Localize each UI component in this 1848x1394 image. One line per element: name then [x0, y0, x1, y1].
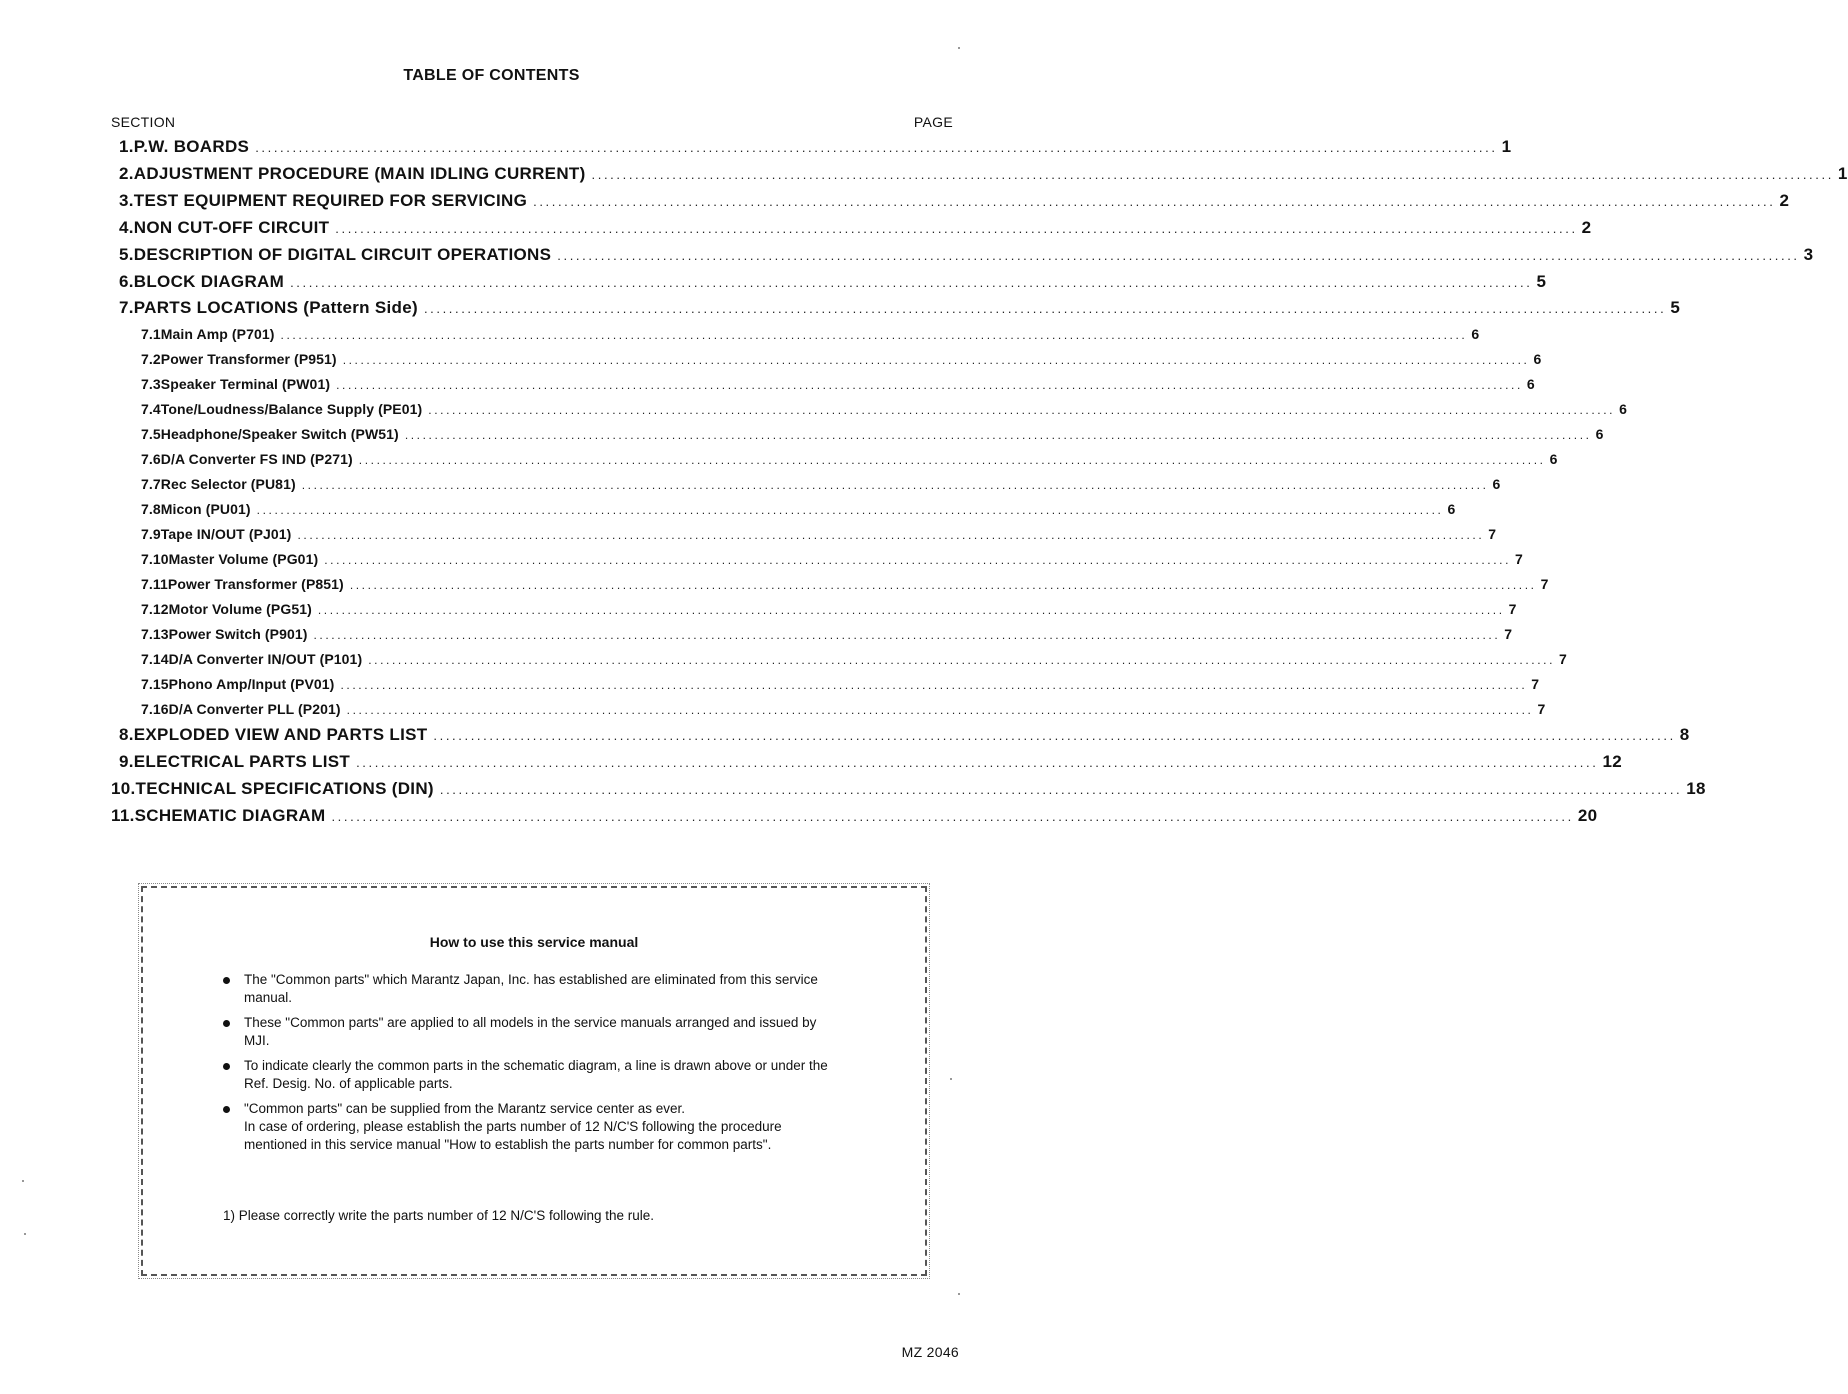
toc-entry-number: 10. [111, 779, 136, 798]
toc-entry-number: 7.3 [141, 376, 161, 392]
toc-entry [119, 245, 1814, 265]
bullet-icon [223, 1106, 230, 1113]
toc-subentry [141, 326, 1480, 342]
toc-entry-page: 7 [1537, 701, 1546, 717]
scan-speck [958, 1293, 960, 1295]
dot-leader: ........................................................................................................................................................................................................ [358, 453, 1546, 467]
toc-entry-number: 7.13 [141, 626, 169, 642]
dot-leader: ........................................................................................................................................................................................................ [349, 578, 1537, 592]
dot-leader: ........................................................................................................................................................................................................ [290, 275, 1533, 290]
page-column-header: PAGE [913, 114, 953, 130]
toc-entry-label: Power Switch (P901) [168, 626, 308, 642]
scan-speck [950, 1078, 952, 1080]
dot-leader: ........................................................................................................................................................................................................ [324, 553, 1512, 567]
toc-entry-number: 7.14 [141, 651, 169, 667]
toc-subentry [141, 476, 1501, 492]
toc-entry-label: Main Amp (P701) [160, 326, 275, 342]
toc-subentry [141, 576, 1549, 592]
toc-entry [119, 272, 1547, 292]
toc-entry-label: Micon (PU01) [160, 501, 251, 517]
notice-bullet-text: "Common parts" can be supplied from the Marantz service center as ever. [244, 1101, 686, 1116]
notice-bullet [223, 971, 843, 1007]
toc-entry-number: 7.8 [141, 501, 161, 517]
toc-subentry [141, 701, 1546, 717]
toc-entry-number: 3. [119, 191, 134, 210]
toc-entry-label: Motor Volume (PG51) [168, 601, 312, 617]
dot-leader: ........................................................................................................................................................................................................ [313, 628, 1501, 642]
page-title: TABLE OF CONTENTS [403, 67, 580, 84]
toc-subentry [141, 651, 1567, 667]
toc-entry-number: 7.4 [141, 401, 161, 417]
toc-entry-label: DESCRIPTION OF DIGITAL CIRCUIT OPERATIONS [133, 245, 552, 264]
toc-entry-number: 5. [119, 245, 134, 264]
toc-entry-number: 2. [119, 164, 134, 183]
toc-entry-label: Power Transformer (P951) [160, 351, 337, 367]
dot-leader: ........................................................................................................................................................................................................ [404, 428, 1592, 442]
dot-leader: ........................................................................................................................................................................................................ [297, 528, 1485, 542]
toc-entry-page: 18 [1686, 779, 1706, 798]
toc-entry-page: 6 [1447, 501, 1456, 517]
toc-entry-page: 5 [1670, 298, 1681, 317]
toc-entry-page: 12 [1602, 752, 1622, 771]
toc-entry-number: 1. [119, 137, 134, 156]
toc-entry [119, 752, 1622, 772]
toc-entry-label: NON CUT-OFF CIRCUIT [133, 218, 330, 237]
toc-entry-page: 3 [1803, 245, 1814, 264]
toc-subentry [141, 426, 1604, 442]
toc-entry [119, 191, 1790, 211]
notice-bullet [223, 1100, 843, 1154]
toc-entry-label: Headphone/Speaker Switch (PW51) [160, 426, 399, 442]
dot-leader: ........................................................................................................................................................................................................ [591, 167, 1834, 182]
notice-bullet [223, 1014, 843, 1050]
dot-leader: ........................................................................................................................................................................................................ [423, 301, 1667, 316]
dot-leader: ........................................................................................................................................................................................................ [340, 678, 1528, 692]
dot-leader: ........................................................................................................................................................................................................ [428, 403, 1616, 417]
toc-subentry [141, 551, 1523, 567]
toc-entry-page: 7 [1504, 626, 1513, 642]
toc-entry-page: 6 [1471, 326, 1480, 342]
toc-entry [119, 218, 1592, 238]
toc-entry-page: 7 [1488, 526, 1497, 542]
dot-leader: ........................................................................................................................................................................................................ [557, 248, 1800, 263]
toc-entry-label: D/A Converter PLL (P201) [168, 701, 341, 717]
dot-leader: ........................................................................................................................................................................................................ [335, 221, 1578, 236]
toc-entry-label: Tone/Loudness/Balance Supply (PE01) [160, 401, 423, 417]
dot-leader: ........................................................................................................................................................................................................ [356, 755, 1599, 770]
bullet-icon [223, 1020, 230, 1027]
toc-entry-label: Phono Amp/Input (PV01) [168, 676, 335, 692]
toc-entry-number: 7.2 [141, 351, 161, 367]
toc-entry-page: 6 [1526, 376, 1535, 392]
toc-entry-number: 11. [111, 806, 135, 825]
bullet-icon [223, 1063, 230, 1070]
toc-entry-label: TECHNICAL SPECIFICATIONS (DIN) [135, 779, 434, 798]
toc-entry-number: 7.12 [141, 601, 169, 617]
toc-entry-label: D/A Converter IN/OUT (P101) [168, 651, 363, 667]
toc-entry-label: BLOCK DIAGRAM [133, 272, 285, 291]
toc-subentry [141, 526, 1497, 542]
toc-entry-label: TEST EQUIPMENT REQUIRED FOR SERVICING [133, 191, 528, 210]
dot-leader: ........................................................................................................................................................................................................ [255, 140, 1498, 155]
toc-subentry [141, 501, 1456, 517]
toc-entry-page: 7 [1531, 676, 1540, 692]
toc-entry-page: 7 [1515, 551, 1523, 567]
dot-leader: ........................................................................................................................................................................................................ [433, 728, 1676, 743]
toc-entry-page: 6 [1619, 401, 1627, 417]
toc-subentry [141, 401, 1627, 417]
dot-leader: ........................................................................................................................................................................................................ [280, 328, 1468, 342]
toc-entry-number: 7.6 [141, 451, 161, 467]
document-code: MZ 2046 [901, 1344, 959, 1360]
toc-entry [119, 725, 1690, 745]
toc-entry-number: 7.10 [141, 551, 169, 567]
scan-speck [22, 1180, 24, 1182]
toc-entry-number: 7. [119, 298, 134, 317]
toc-entry-page: 7 [1508, 601, 1517, 617]
toc-subentry [141, 626, 1513, 642]
toc-entry-number: 6. [119, 272, 134, 291]
toc-entry [119, 164, 1848, 184]
toc-entry-page: 2 [1779, 191, 1790, 210]
scan-speck [958, 47, 960, 49]
toc-entry-number: 7.1 [141, 326, 161, 342]
dot-leader: ........................................................................................................................................................................................................ [346, 703, 1534, 717]
toc-entry-page: 8 [1679, 725, 1690, 744]
dot-leader: ........................................................................................................................................................................................................ [336, 378, 1523, 392]
notice-bullet-text: These "Common parts" are applied to all models in the service manuals arranged and issued by MJI. [244, 1015, 817, 1048]
toc-entry-label: Rec Selector (PU81) [160, 476, 296, 492]
toc-entry-number: 7.5 [141, 426, 161, 442]
toc-entry-number: 7.7 [141, 476, 161, 492]
toc-entry-page: 1 [1837, 164, 1848, 183]
toc-subentry [141, 676, 1540, 692]
toc-entry-label: P.W. BOARDS [133, 137, 250, 156]
dot-leader: ........................................................................................................................................................................................................ [317, 603, 1505, 617]
notice-bullet-text: The "Common parts" which Marantz Japan, Inc. has established are eliminated from this service manual. [244, 972, 818, 1005]
toc-entry-label: Master Volume (PG01) [168, 551, 319, 567]
toc-entry-number: 8. [119, 725, 134, 744]
toc-subentry [141, 451, 1558, 467]
toc-entry-page: 7 [1540, 576, 1549, 592]
toc-entry-number: 4. [119, 218, 134, 237]
toc-entry-page: 6 [1533, 351, 1542, 367]
toc-entry-number: 7.11 [141, 576, 168, 592]
toc-subentry [141, 351, 1542, 367]
dot-leader: ........................................................................................................................................................................................................ [331, 809, 1574, 824]
dot-leader: ........................................................................................................................................................................................................ [533, 194, 1776, 209]
scan-speck [24, 1233, 26, 1235]
toc-entry [111, 779, 1706, 799]
toc-entry-label: Speaker Terminal (PW01) [160, 376, 331, 392]
toc-entry-label: Power Transformer (P851) [167, 576, 344, 592]
toc-entry-page: 2 [1581, 218, 1592, 237]
toc-entry-page: 6 [1549, 451, 1558, 467]
toc-entry-number: 7.9 [141, 526, 161, 542]
notice-step: 1) Please correctly write the parts number of 12 N/C'S following the rule. [223, 1208, 655, 1223]
toc-entry-number: 7.16 [141, 701, 169, 717]
toc-entry [119, 298, 1681, 318]
toc-entry-label: Tape IN/OUT (PJ01) [160, 526, 292, 542]
toc-entry-label: PARTS LOCATIONS (Pattern Side) [133, 298, 418, 317]
toc-entry-label: EXPLODED VIEW AND PARTS LIST [133, 725, 428, 744]
notice-bullet [223, 1057, 843, 1093]
toc-entry-label: ELECTRICAL PARTS LIST [133, 752, 351, 771]
dot-leader: ........................................................................................................................................................................................................ [301, 478, 1489, 492]
toc-entry-label: SCHEMATIC DIAGRAM [134, 806, 326, 825]
toc-entry-page: 5 [1536, 272, 1547, 291]
toc-entry-page: 7 [1559, 651, 1567, 667]
bullet-icon [223, 977, 230, 984]
service-manual-notice-box [141, 886, 927, 1276]
toc-entry-page: 20 [1577, 806, 1598, 825]
notice-bullet-continuation: In case of ordering, please establish the parts number of 12 N/C'S following the procedure mentioned in this service manual "How to establish the parts number for common parts". [244, 1119, 782, 1152]
toc-entry-number: 9. [119, 752, 134, 771]
toc-subentry [141, 601, 1517, 617]
toc-entry-label: D/A Converter FS IND (P271) [160, 451, 353, 467]
toc-entry [111, 806, 1598, 826]
dot-leader: ........................................................................................................................................................................................................ [368, 653, 1556, 667]
toc-entry [119, 137, 1512, 157]
notice-title: How to use this service manual [429, 934, 639, 950]
toc-entry-page: 1 [1501, 137, 1512, 156]
dot-leader: ........................................................................................................................................................................................................ [342, 353, 1530, 367]
dot-leader: ........................................................................................................................................................................................................ [439, 782, 1683, 797]
toc-entry-number: 7.15 [141, 676, 169, 692]
dot-leader: ........................................................................................................................................................................................................ [256, 503, 1444, 517]
notice-bullet-text: To indicate clearly the common parts in the schematic diagram, a line is drawn above or under the Ref. Desig. No. of applicable parts. [244, 1058, 828, 1091]
toc-subentry [141, 376, 1535, 392]
toc-entry-page: 6 [1492, 476, 1501, 492]
toc-entry-page: 6 [1595, 426, 1604, 442]
toc-entry-label: ADJUSTMENT PROCEDURE (MAIN IDLING CURRENT) [133, 164, 586, 183]
section-column-header: SECTION [111, 114, 176, 130]
